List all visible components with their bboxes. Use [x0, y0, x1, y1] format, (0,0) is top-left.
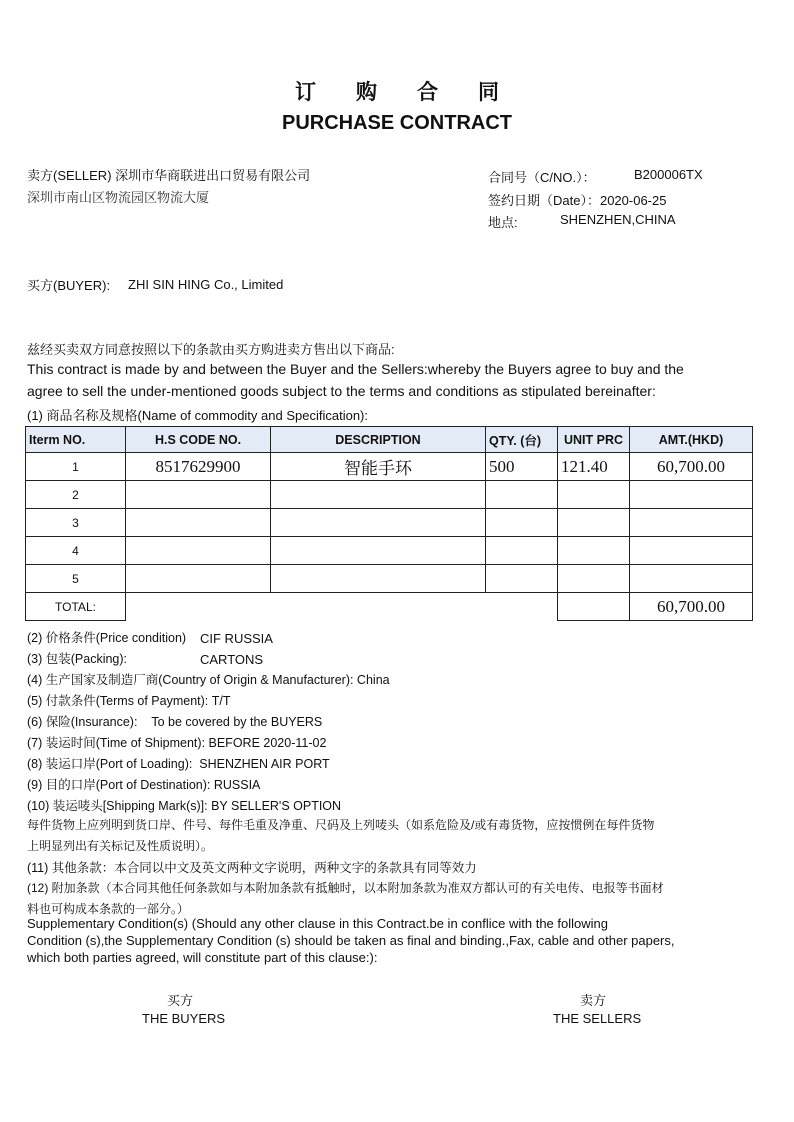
seller-name: 深圳市华商联进出口贸易有限公司 [115, 168, 311, 183]
buyer-signature-cn: 买方 [167, 993, 194, 1008]
cell-qty [486, 537, 558, 565]
cell-item-no: 2 [26, 481, 126, 509]
title-english: PURCHASE CONTRACT [282, 112, 512, 134]
cell-description [271, 509, 486, 537]
goods-table [25, 426, 753, 621]
cell-qty [486, 509, 558, 537]
seller-line [27, 165, 310, 184]
seller-label: 卖方(SELLER) [27, 168, 112, 183]
clause-1: (1) 商品名称及规格(Name of commodity and Specification): [27, 408, 368, 423]
cell-amount [630, 509, 753, 537]
clause-3-label: (3) 包装(Packing): [27, 652, 128, 666]
cell-amount: 60,700.00 [630, 453, 753, 481]
title-chinese: 订购合同 [295, 81, 539, 104]
cell-hs-code [126, 537, 271, 565]
supplementary-line-3: which both parties agreed, will constitute part of this clause:): [27, 950, 378, 965]
clause-11: (11) 其他条款：本合同以中文及英文两种文字说明，两种文字的条款具有同等效力 [27, 861, 477, 875]
cell-hs-code: 8517629900 [126, 453, 271, 481]
cell-description [271, 537, 486, 565]
clause-10-note-2: 上明显列出有关标记及性质说明）。 [27, 839, 214, 853]
seller-address: 深圳市南山区物流园区物流大厦 [27, 190, 210, 205]
total-blank [126, 593, 558, 621]
cell-item-no: 4 [26, 537, 126, 565]
total-unit-blank [558, 593, 630, 621]
header-amount: AMT.(HKD) [630, 427, 753, 453]
cell-amount [630, 481, 753, 509]
clause-8: (8) 装运口岸(Port of Loading): SHENZHEN AIR PORT [27, 757, 330, 771]
clause-4: (4) 生产国家及制造厂商(Country of Origin & Manufacturer): China [27, 673, 390, 687]
seller-signature-cn: 卖方 [580, 993, 607, 1008]
clause-10: (10) 装运唛头[Shipping Mark(s)]: BY SELLER'S OPTION [27, 799, 342, 813]
cell-qty [486, 565, 558, 593]
cell-qty: 500 [486, 453, 558, 481]
cell-item-no: 3 [26, 509, 126, 537]
buyer-label: 买方(BUYER): [27, 278, 111, 293]
cell-hs-code [126, 481, 271, 509]
contract-no-label: 合同号（C/NO.）： [488, 170, 596, 185]
header-qty: QTY. (台) [486, 427, 558, 453]
clause-2-value: CIF RUSSIA [200, 631, 273, 646]
cell-hs-code [126, 509, 271, 537]
cell-description [271, 481, 486, 509]
header-item-no: Iterm NO. [26, 427, 126, 453]
cell-unit-price [558, 565, 630, 593]
cell-item-no: 5 [26, 565, 126, 593]
intro-chinese: 兹经买卖双方同意按照以下的条款由买方购进卖方售出以下商品: [27, 342, 395, 357]
clause-12-line-2: 料也可构成本条款的一部分。） [27, 902, 190, 916]
clause-10-note-1: 每件货物上应列明到货口岸、件号、每件毛重及净重、尺码及上列唛头（如系危险及/或有毒货物，应按惯例在每件货物 [27, 818, 655, 832]
cell-qty [486, 481, 558, 509]
clause-6: (6) 保险(Insurance): To be covered by the BUYERS [27, 715, 323, 729]
place-label: 地点: [488, 215, 518, 230]
table-row [26, 537, 753, 565]
cell-description [271, 565, 486, 593]
cell-unit-price: 121.40 [558, 453, 630, 481]
table-header-row [26, 427, 753, 453]
seller-signature-en: THE SELLERS [553, 1011, 642, 1026]
header-description: DESCRIPTION [271, 427, 486, 453]
header-unit-price: UNIT PRC [558, 427, 630, 453]
supplementary-line-2: Condition (s),the Supplementary Condition (s) should be taken as final and binding.,Fax, cable and other papers, [27, 933, 675, 948]
cell-hs-code [126, 565, 271, 593]
cell-amount [630, 565, 753, 593]
cell-description: 智能手环 [271, 453, 486, 481]
intro-english-2: agree to sell the under-mentioned goods subject to the terms and conditions as stipulated bereinafter: [27, 383, 656, 399]
clause-7: (7) 装运时间(Time of Shipment): BEFORE 2020-11-02 [27, 736, 327, 750]
clause-9: (9) 目的口岸(Port of Destination): RUSSIA [27, 778, 261, 792]
table-row [26, 565, 753, 593]
intro-english-1: This contract is made by and between the Buyer and the Sellers:whereby the Buyers agree to buy and the [27, 361, 684, 377]
clause-12-line-1: (12) 附加条款（本合同其他任何条款如与本附加条款有抵触时，以本附加条款为准双方都认可的有关电传、电报等书面材 [27, 881, 664, 895]
total-label: TOTAL: [26, 593, 126, 621]
clause-2-label: (2) 价格条件(Price condition) [27, 631, 187, 645]
table-row [26, 481, 753, 509]
date-line [488, 190, 666, 209]
clause-5: (5) 付款条件(Terms of Payment): T/T [27, 694, 231, 708]
clause-3-value: CARTONS [200, 652, 264, 667]
table-total-row [26, 593, 753, 621]
contract-no-value: B200006TX [634, 167, 703, 182]
cell-amount [630, 537, 753, 565]
date-value: 2020-06-25 [599, 193, 667, 208]
table-row [26, 509, 753, 537]
place-value: SHENZHEN,CHINA [560, 212, 676, 227]
cell-unit-price [558, 481, 630, 509]
date-label: 签约日期（Date）： [488, 193, 600, 208]
supplementary-line-1: Supplementary Condition(s) (Should any other clause in this Contract.be in conflice with the following [27, 916, 608, 931]
buyer-signature-en: THE BUYERS [142, 1011, 226, 1026]
buyer-name: ZHI SIN HING Co., Limited [128, 277, 284, 292]
cell-unit-price [558, 537, 630, 565]
cell-item-no: 1 [26, 453, 126, 481]
table-row [26, 453, 753, 481]
header-hs-code: H.S CODE NO. [126, 427, 271, 453]
cell-unit-price [558, 509, 630, 537]
total-amount: 60,700.00 [630, 593, 753, 621]
